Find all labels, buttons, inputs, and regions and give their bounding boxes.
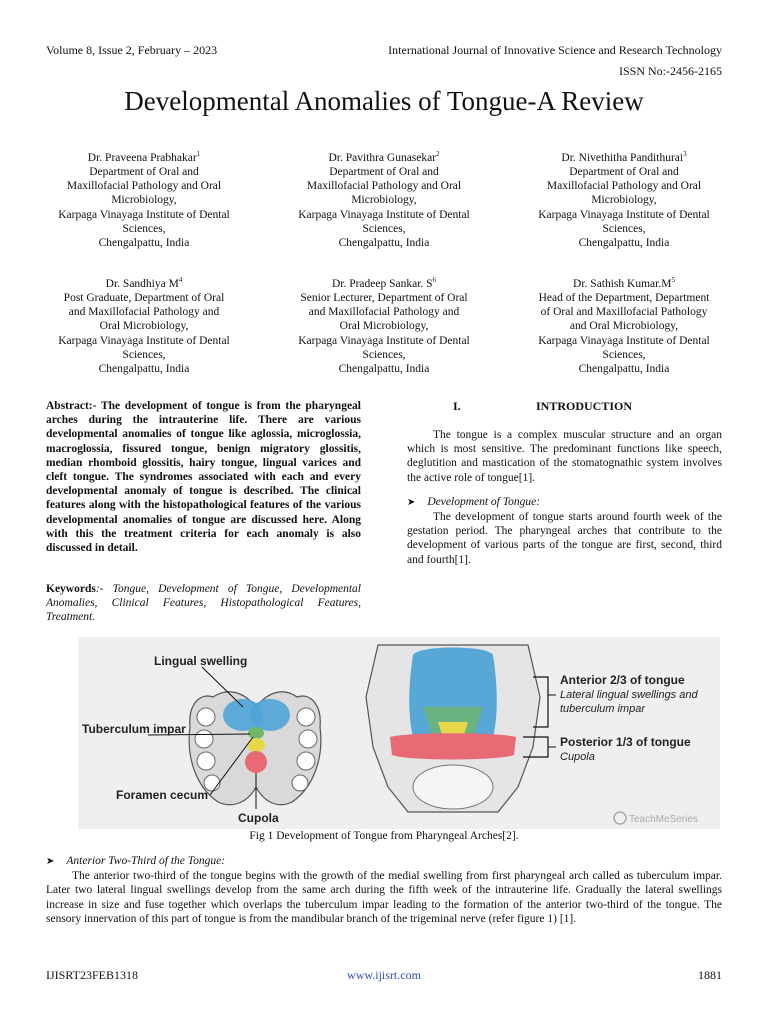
brand-logo-icon <box>614 812 626 824</box>
author-superscript: 6 <box>432 276 437 284</box>
affiliation-line: Maxillofacial Pathology and Oral <box>306 180 462 193</box>
keywords-text: :- Tongue, Development of Tongue, Developmental Anomalies, Clinical Features, Histopathological Features, Treatment. <box>46 583 361 624</box>
running-header-volume: Volume 8, Issue 2, February – 2023 <box>46 43 218 57</box>
affiliation-line: Department of Oral and <box>329 166 439 179</box>
author-name: Dr. Praveena Prabhakar <box>87 151 197 164</box>
figure-tongue-development <box>78 637 720 829</box>
author-superscript: 2 <box>436 150 440 158</box>
affiliation-line: Chengalpattu, India <box>578 363 670 376</box>
label-anterior-title: Anterior 2/3 of tongue <box>560 673 685 687</box>
affiliation-line: Sciences, <box>362 348 406 361</box>
figure-illustration <box>78 637 720 829</box>
brand-watermark: TeachMeSeries <box>629 814 698 825</box>
affiliation-line: and Maxillofacial Pathology and <box>308 306 460 319</box>
author-block <box>274 273 494 376</box>
introduction-body <box>407 428 722 567</box>
label-foramen-cecum: Foramen cecum <box>116 788 209 802</box>
affiliation-line: Chengalpattu, India <box>338 237 430 250</box>
arrow-bullet-icon: ➤ <box>407 496 416 508</box>
author-name: Dr. Sandhiya M <box>105 277 179 290</box>
abstract: Abstract:- The development of tongue is from the pharyngeal arches during the intrauterine life. There are various developmental anomalies of tongue like aglossia, microglossia, macroglossia, fissured tongue, benign migratory glossitis, median rhomboid glossitis, hairy tongue, lingual varices and cleft tongue. The syndromes associated with each and every developmental anomaly of tongue is described. The clinical features along with the histopathological features of the various developmental anomalies of tongue are discussed here. Along with this the treatment criteria for each anomaly is also discussed in detail. <box>46 400 361 555</box>
affiliation-line: Department of Oral and <box>89 166 199 179</box>
figure-caption: Fig 1 Development of Tongue from Pharyngeal Arches[2]. <box>249 830 519 842</box>
label-posterior-sub: Cupola <box>560 751 595 763</box>
label-anterior-sub-1: Lateral lingual swellings and <box>560 689 698 701</box>
affiliation-line: Karpaga Vinayaga Institute of Dental <box>538 208 710 221</box>
affiliation-line: Karpaga Vinayaga Institute of Dental <box>58 208 230 221</box>
affiliation-line: Department of Oral and <box>569 166 679 179</box>
subheading-anterior: Anterior Two-Third of the Tongue: <box>66 855 226 867</box>
author-name: Dr. Pradeep Sankar. S <box>331 277 433 290</box>
affiliation-line: Oral Microbiology, <box>339 320 429 333</box>
affiliation-line: Karpaga Vinayaga Institute of Dental <box>298 208 470 221</box>
author-block <box>34 273 254 376</box>
author-name: Dr. Sathish Kumar.M <box>573 277 672 290</box>
tongue-diagram <box>366 645 556 812</box>
author-superscript: 3 <box>683 150 687 158</box>
affiliation-line: Chengalpattu, India <box>578 237 670 250</box>
label-tuberculum-impar: Tuberculum impar <box>82 722 186 736</box>
body-paragraph: The anterior two-third of the tongue begins with the growth of the medial swelling from first pharyngeal arch called as tuberculum impar. Later two lateral lingual swellings develop from the same arch during the fifth week of the intrauterine life. Gradually the lateral swellings increase in size and fuse together which overlaps the tuberculum impar leading to the formation of the anterior two-third of the tongue. The sensory innervation of this part of tongue is from the mandibular branch of the trigeminal nerve (refer figure 1) [1]. <box>46 870 722 925</box>
affiliation-line: Chengalpattu, India <box>338 363 430 376</box>
author-block <box>514 273 734 376</box>
author-superscript: 4 <box>178 276 183 284</box>
label-anterior-sub-2: tuberculum impar <box>560 703 645 715</box>
keywords <box>46 582 361 625</box>
keywords-label: Keywords <box>46 583 96 595</box>
affiliation-line: of Oral and Maxillofacial Pathology <box>540 306 708 319</box>
affiliation-line: Sciences, <box>602 348 646 361</box>
label-posterior-title: Posterior 1/3 of tongue <box>560 735 691 749</box>
page-number: 1881 <box>698 968 722 982</box>
running-header-journal: International Journal of Innovative Science and Research Technology <box>388 43 722 57</box>
author-superscript: 1 <box>196 150 201 158</box>
footer-website-link[interactable]: www.ijisrt.com <box>347 968 421 982</box>
paper-title: Developmental Anomalies of Tongue-A Review <box>124 86 644 116</box>
section-number: I. <box>453 399 461 413</box>
footer-article-id: IJISRT23FEB1318 <box>46 968 138 982</box>
section-title: INTRODUCTION <box>536 399 633 413</box>
affiliation-line: Microbiology, <box>591 194 657 207</box>
affiliation-line: Post Graduate, Department of Oral <box>63 292 225 305</box>
affiliation-line: Karpaga Vinayaga Institute of Dental <box>298 334 470 347</box>
affiliation-line: Head of the Department, Department <box>538 292 710 305</box>
affiliation-line: Oral Microbiology, <box>99 320 189 333</box>
issn: ISSN No:-2456-2165 <box>618 64 722 78</box>
affiliation-line: Karpaga Vinayaga Institute of Dental <box>538 334 710 347</box>
affiliation-line: Senior Lecturer, Department of Oral <box>300 292 468 305</box>
affiliation-line: Sciences, <box>602 222 646 235</box>
affiliation-line: Sciences, <box>122 222 166 235</box>
affiliation-line: Microbiology, <box>351 194 417 207</box>
author-name: Dr. Nivethitha Pandithurai <box>561 151 684 164</box>
intro-paragraph: The development of tongue starts around fourth week of the gestation period. The pharyngeal arches that contribute to the development of various parts of the tongue are first, second, third and fourth[1]. <box>407 511 722 566</box>
affiliation-line: Chengalpattu, India <box>98 237 190 250</box>
affiliation-line: Maxillofacial Pathology and Oral <box>546 180 702 193</box>
affiliation-line: Chengalpattu, India <box>98 363 190 376</box>
affiliation-line: Maxillofacial Pathology and Oral <box>66 180 222 193</box>
label-cupola-left: Cupola <box>238 811 279 825</box>
intro-paragraph: The tongue is a complex muscular structure and an organ which is most sensitive. The predominant functions like speech, deglutition and mastication of the stomatognathic system involves the active role of tongue[1]. <box>407 429 722 484</box>
author-name: Dr. Pavithra Gunasekar <box>328 151 437 164</box>
affiliation-line: and Oral Microbiology, <box>569 320 679 333</box>
section-anterior-two-third <box>46 854 722 926</box>
author-superscript: 5 <box>671 276 675 284</box>
author-block <box>514 147 734 250</box>
arrow-bullet-icon: ➤ <box>46 856 55 867</box>
affiliation-line: Karpaga Vinayaga Institute of Dental <box>58 334 230 347</box>
affiliation-line: Sciences, <box>122 348 166 361</box>
label-lingual-swelling: Lingual swelling <box>154 654 248 668</box>
affiliation-line: and Maxillofacial Pathology and <box>68 306 220 319</box>
affiliation-line: Microbiology, <box>111 194 177 207</box>
author-block <box>34 147 254 250</box>
subheading-development: Development of Tongue: <box>427 495 541 508</box>
author-block <box>274 147 494 250</box>
affiliation-line: Sciences, <box>362 222 406 235</box>
